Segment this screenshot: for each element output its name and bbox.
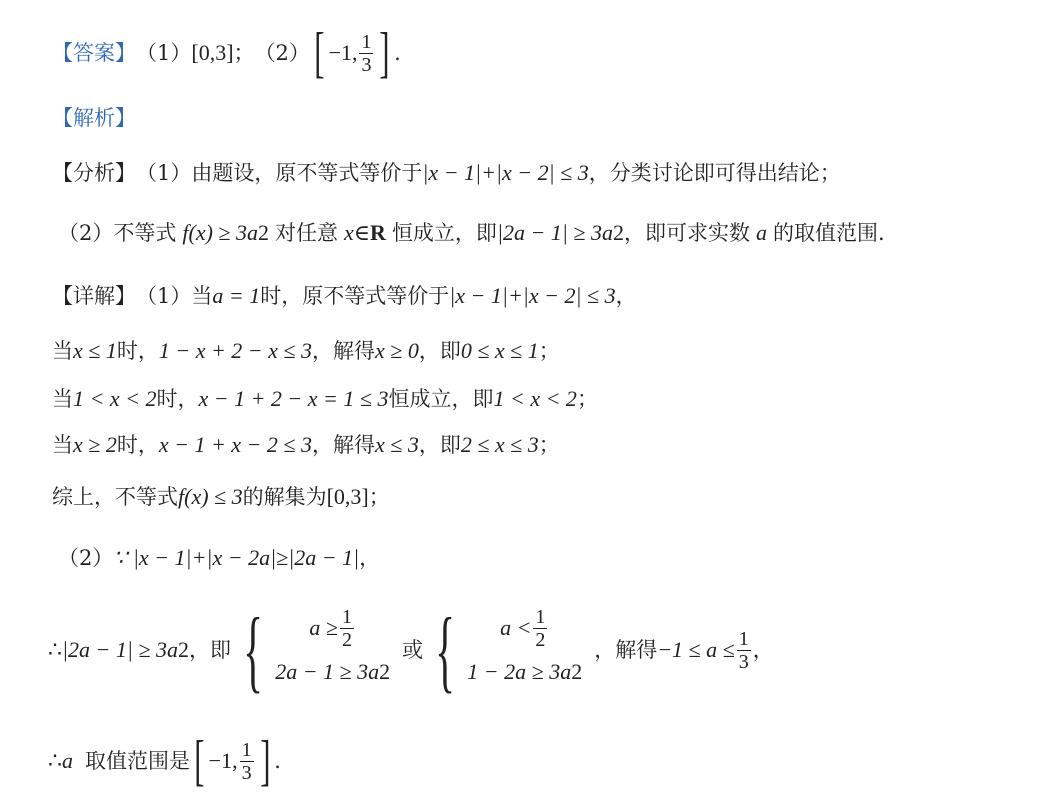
detail-line-7: ∴ |2a − 1| ≥ 3a 2 ，即 { a ≥ $\frac{1}{2}$ 2a − 1 ≥ 3a 2 或 { a < $\frac{1}{2}$ 1 − 2a ≥ 3a 2 ，解得 −1 ≤ a ≤ $\frac{1}{3}$ ， <box>48 599 774 701</box>
detail-line-2: 当 x ≤ 1 时， 1 − x + 2 − x ≤ 3 ，解得 x ≥ 0 ，即 0 ≤ x ≤ 1 ； <box>52 338 560 363</box>
right-bracket: ] <box>379 22 390 84</box>
detail-line-6: （2） ∵ |x − 1|+|x − 2a|≥|2a − 1| ， <box>58 545 381 570</box>
answer-separator: ； <box>233 41 255 65</box>
left-bracket: [ <box>314 22 325 84</box>
answer-part1-value: [0,3] <box>191 40 234 65</box>
answer-part1-label: （1） <box>136 41 192 65</box>
detail-line-5: 综上，不等式 f(x) ≤ 3 的解集为 [0,3] ； <box>52 484 390 509</box>
jiexi-heading: 【解析】 <box>52 106 136 130</box>
analysis-math-1: |x − 1|+|x − 2| ≤ 3 <box>422 160 589 185</box>
answer-part2-label: （2） <box>254 41 310 65</box>
detail-line-3: 当 1 < x < 2 时， x − 1 + 2 − x = 1 ≤ 3 恒成立，即 1 < x < 2 ； <box>52 386 598 411</box>
inequality-system-1: a ≥ $\frac{1}{2}$ 2a − 1 ≥ 3a 2 <box>275 605 391 684</box>
analysis-line-2: （2）不等式 f(x) ≥ 3a 2 对任意 x∈ R 恒成立，即 |2a − 1| ≥ 3a 2 ，即可求实数 a 的取值范围. <box>58 220 885 245</box>
answer-end: . <box>394 41 401 65</box>
answer-line <box>52 20 401 86</box>
left-brace-2: { <box>435 599 456 701</box>
detail-line-8: ∴ a 取值范围是 [ −1, $\frac{1}{3}$ ] . <box>48 730 281 792</box>
detail-line-1: 【详解】 （1）当 a = 1 时，原不等式等价于 |x − 1|+|x − 2| ≤ 3 ， <box>52 281 637 311</box>
left-brace-1: { <box>243 599 264 701</box>
answer-tag: 【答案】 <box>52 41 136 65</box>
analysis-line-1: 【分析】 （1）由题设，原不等式等价于 |x − 1|+|x − 2| ≤ 3 ，分类讨论即可得出结论； <box>52 158 841 188</box>
inequality-system-2: a < $\frac{1}{2}$ 1 − 2a ≥ 3a 2 <box>467 605 583 684</box>
detail-line-4: 当 x ≥ 2 时， x − 1 + x − 2 ≤ 3 ，解得 x ≤ 3 ，即 2 ≤ x ≤ 3 ； <box>52 432 560 457</box>
detail-tag: 【详解】 <box>52 284 136 308</box>
analysis-tag: 【分析】 <box>52 161 136 185</box>
answer-part2-left: −1, <box>328 40 358 65</box>
answer-fraction: $\frac{1}{3}$ <box>361 30 372 76</box>
